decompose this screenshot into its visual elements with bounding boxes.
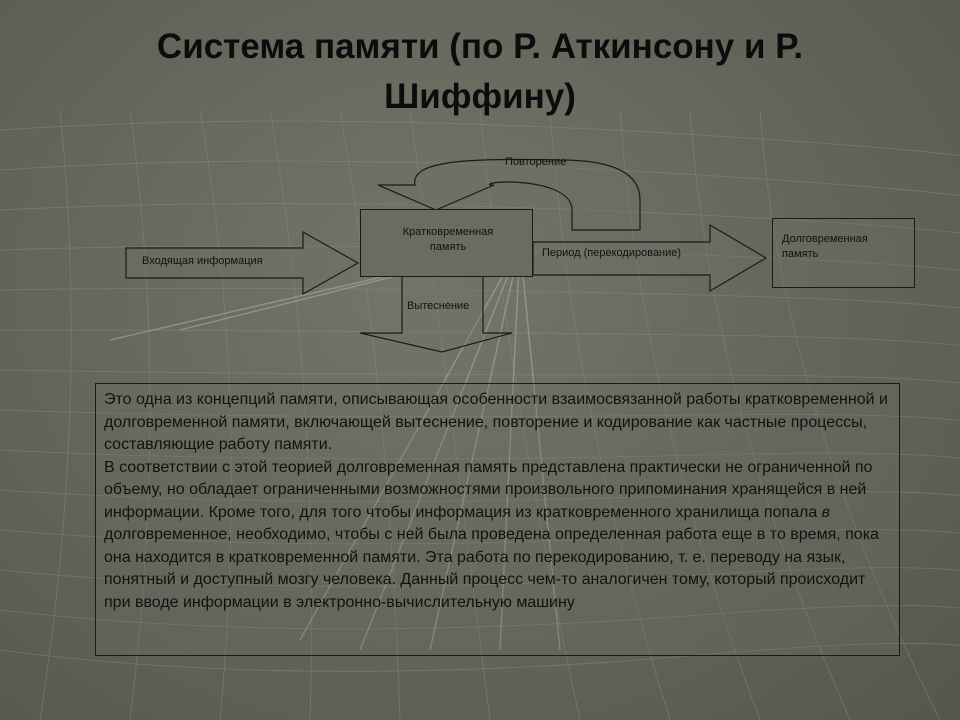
description-box <box>95 383 900 656</box>
displacement-arrow <box>360 276 512 352</box>
short-term-memory-label: Кратковременная память <box>402 226 494 253</box>
repetition-label: Повторение <box>505 156 567 168</box>
description-italic-word: в <box>821 503 831 521</box>
long-term-memory-label: Долговременная память <box>782 233 868 260</box>
displacement-label: Вытеснение <box>407 300 470 312</box>
description-paragraph-1: Это одна из концепций памяти, описывающая особенности взаимосвязанной работы кратковременной и долговременной памяти, включающей вытеснение, повторение и кодирование как частные процессы, составляющие работу памяти. <box>104 391 888 453</box>
recoding-label: Период (перекодирование) <box>542 247 682 259</box>
description-text: долговременное, необходимо, чтобы с ней была проведена определенная работа еще в то время, пока она находится в кратковременной памяти. Эта работа по перекодированию, т. е. переводу на язык, понятный и доступный мозгу человека. Данный процесс чем-то аналогичен тому, который происходит при вводе информации в электронно-вычислительную машину <box>104 526 879 611</box>
input-label: Входящая информация <box>142 255 263 267</box>
description-text: В соответствии с этой теорией долговременная память представлена практически не ограниченной по объему, но обладает ограниченными возможностями произвольного припоминания хранящейся в ней информации. Кроме того, для того чтобы информация из кратковременного хранилища попала <box>104 458 873 521</box>
description-paragraph-2 <box>104 457 891 615</box>
slide-title: Система памяти (по Р. Аткинсону и Р. Шиффину) <box>156 27 804 116</box>
